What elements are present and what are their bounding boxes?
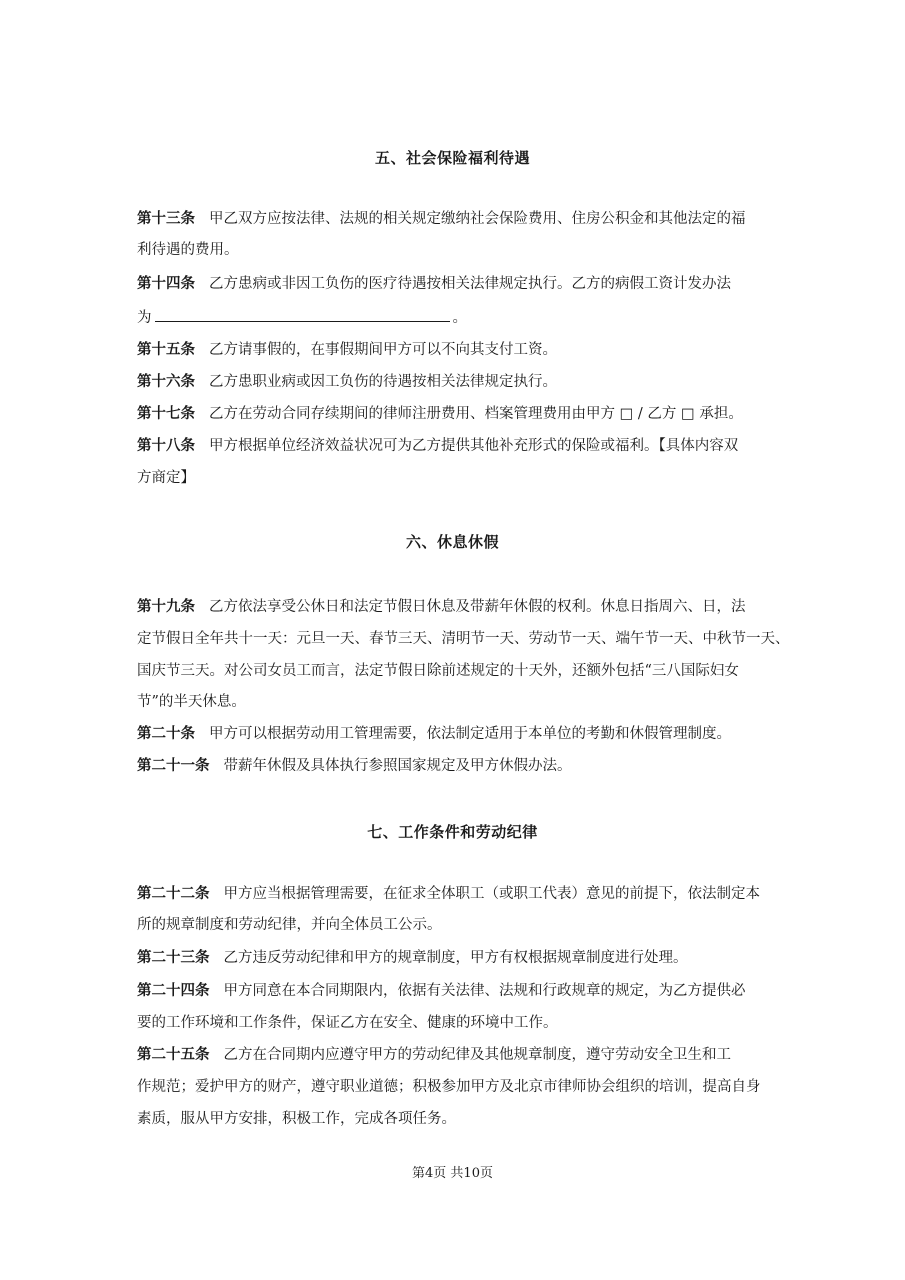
article-21-line-1: [137, 756, 777, 776]
article-25-line-1: [137, 1045, 777, 1065]
article-16-line-1: [137, 372, 777, 392]
article-14-number: 第十四条: [137, 276, 195, 292]
article-24-text-1: 甲方同意在本合同期限内，依据有关法律、法规和行政规章的规定，为乙方提供必: [223, 983, 746, 999]
section-heading-rest-leave: 六、休息休假: [405, 533, 499, 551]
article-13-number: 第十三条: [137, 211, 195, 227]
article-14-line-1: [137, 274, 777, 294]
article-13-text-1: 甲乙双方应按法律、法规的相关规定缴纳社会保险费用、住房公积金和其他法定的福: [209, 211, 746, 227]
article-17-number: 第十七条: [137, 406, 195, 422]
section-heading-work-conditions: 七、工作条件和劳动纪律: [367, 823, 538, 841]
article-16-text-1: 乙方患职业病或因工负伤的待遇按相关法律规定执行。: [209, 374, 557, 390]
sick-pay-blank-line: [155, 306, 450, 322]
section-heading-social-insurance: 五、社会保险福利待遇: [374, 149, 530, 167]
article-19-number: 第十九条: [137, 599, 195, 615]
article-24-number: 第二十四条: [137, 983, 210, 999]
article-15-number: 第十五条: [137, 342, 195, 358]
article-25-text-1: 乙方在合同期内应遵守甲方的劳动纪律及其他规章制度，遵守劳动安全卫生和工: [223, 1047, 731, 1063]
article-14-text-1: 乙方患病或非因工负伤的医疗待遇按相关法律规定执行。乙方的病假工资计发办法: [209, 276, 731, 292]
article-16-number: 第十六条: [137, 374, 195, 390]
article-18-text-1: 甲方根据单位经济效益状况可为乙方提供其他补充形式的保险或福利。【具体内容双: [209, 438, 739, 454]
article-20-line-1: [137, 724, 777, 744]
article-23-number: 第二十三条: [137, 950, 210, 966]
page-number-footer: 第4页 共10页: [412, 1166, 493, 1181]
article-13-line-1: [137, 209, 777, 229]
article-15-text-1: 乙方请事假的，在事假期间甲方可以不向其支付工资。: [209, 342, 557, 358]
article-19-line-2: 定节假日全年共十一天：元旦一天、春节三天、清明节一天、劳动节一天、端午节一天、中秋节一天、: [137, 631, 790, 647]
article-18-line-2: 方商定】: [137, 470, 195, 486]
article-18-line-1: [137, 436, 777, 456]
article-23-text-1: 乙方违反劳动纪律和甲方的规章制度，甲方有权根据规章制度进行处理。: [223, 950, 688, 966]
article-21-number: 第二十一条: [137, 758, 210, 774]
article-14-text-3: 。: [452, 310, 467, 326]
article-19-text-1: 乙方依法享受公休日和法定节假日休息及带薪年休假的权利。休息日指周六、日，法: [209, 599, 746, 615]
article-14-text-2: 为: [137, 310, 152, 326]
article-23-line-1: [137, 948, 777, 968]
article-19-line-4: 节”的半天休息。: [137, 694, 246, 710]
article-22-number: 第二十二条: [137, 886, 210, 902]
article-19-line-1: [137, 597, 777, 617]
article-13-line-2: 利待遇的费用。: [137, 242, 239, 258]
article-19-line-3: 国庆节三天。对公司女员工而言，法定节假日除前述规定的十天外，还额外包括“三八国际妇女: [137, 663, 739, 679]
article-24-line-2: 要的工作环境和工作条件，保证乙方在安全、健康的环境中工作。: [137, 1015, 558, 1031]
article-25-number: 第二十五条: [137, 1047, 210, 1063]
article-15-line-1: [137, 340, 777, 360]
article-25-line-2: 作规范；爱护甲方的财产，遵守职业道德；积极参加甲方及北京市律师协会组织的培训，提高自身: [137, 1079, 761, 1095]
article-22-line-2: 所的规章制度和劳动纪律，并向全体员工公示。: [137, 917, 442, 933]
article-14-line-2: [137, 306, 777, 328]
article-18-number: 第十八条: [137, 438, 195, 454]
article-25-line-3: 素质，服从甲方安排，积极工作，完成各项任务。: [137, 1111, 456, 1127]
article-17-line-1: [137, 404, 777, 424]
article-17-text-1: 乙方在劳动合同存续期间的律师注册费用、档案管理费用由甲方 □ / 乙方 □ 承担。: [209, 406, 743, 422]
article-20-number: 第二十条: [137, 726, 195, 742]
article-22-line-1: [137, 884, 777, 904]
article-20-text-1: 甲方可以根据劳动用工管理需要，依法制定适用于本单位的考勤和休假管理制度。: [209, 726, 731, 742]
article-24-line-1: [137, 981, 777, 1001]
article-21-text-1: 带薪年休假及具体执行参照国家规定及甲方休假办法。: [223, 758, 572, 774]
article-22-text-1: 甲方应当根据管理需要，在征求全体职工（或职工代表）意见的前提下，依法制定本: [223, 886, 760, 902]
